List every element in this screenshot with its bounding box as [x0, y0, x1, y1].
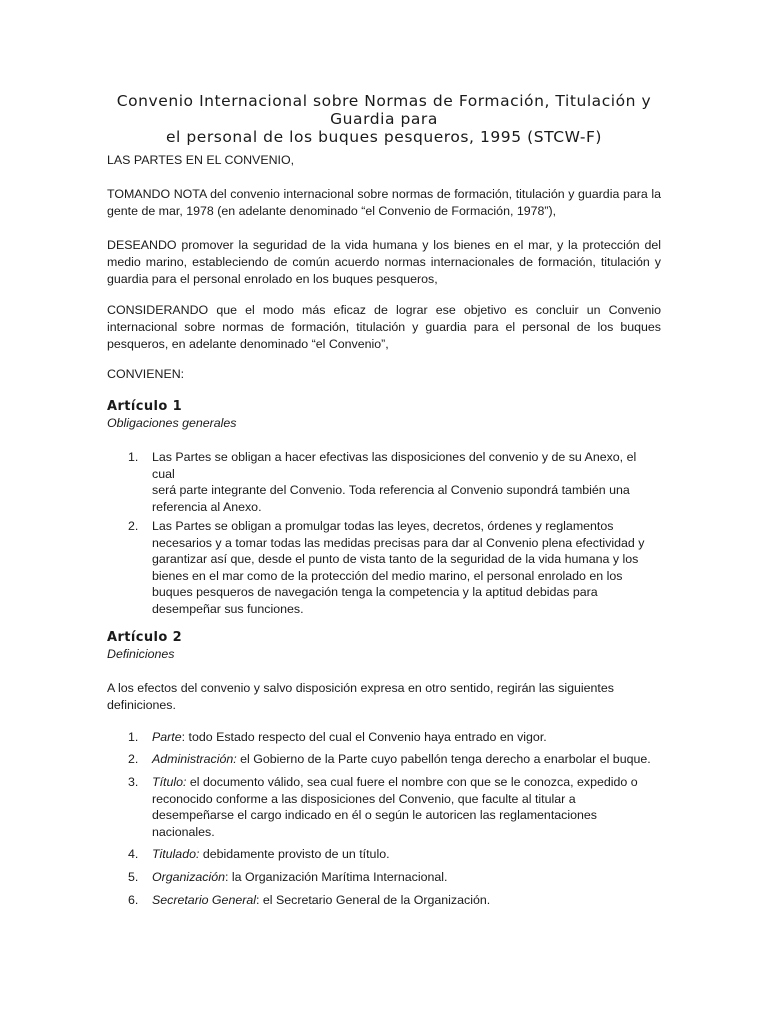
text-line: desempeñarse el cargo indicado en él o según le autoricen las reglamentaciones	[152, 808, 597, 822]
list-item-number: 3.	[128, 775, 139, 789]
text-line: Las Partes se obligan a promulgar todas las leyes, decretos, órdenes y reglamentos	[152, 519, 614, 533]
text-line: reconocido conforme a las disposiciones del Convenio, que faculte al titular a	[152, 791, 576, 806]
list-item-text	[152, 518, 660, 617]
text-line: necesarios y a tomar todas las medidas precisas para dar al Convenio plena efectividad y	[152, 535, 645, 550]
list-item-text	[152, 869, 660, 886]
definition-term: Administración:	[152, 752, 237, 766]
definition-text: debidamente provisto de un título.	[199, 847, 390, 861]
definition-term: Título:	[152, 775, 187, 789]
definition-term: Organización	[152, 870, 226, 884]
text-line	[152, 774, 660, 791]
article-1-heading: Artículo 1	[107, 399, 183, 414]
text-line: Las Partes se obligan a hacer efectivas las disposiciones del convenio y de su Anexo, el cual	[152, 450, 637, 481]
article-2-intro	[107, 680, 661, 714]
text-line: desempeñar sus funciones.	[152, 601, 304, 616]
document-title	[90, 92, 678, 146]
list-item-number: 1.	[128, 730, 139, 744]
article-1-subheading: Obligaciones generales	[107, 416, 237, 430]
text-line: nacionales.	[152, 824, 215, 839]
list-item-text	[152, 449, 660, 515]
definition-text: : la Organización Marítima Internacional.	[225, 870, 448, 884]
article-2-heading: Artículo 2	[107, 630, 183, 645]
list-item-number: 2.	[128, 519, 139, 533]
text-line: A los efectos del convenio y salvo disposición expresa en otro sentido, regirán las siguientes	[107, 681, 614, 695]
definition-text: el Gobierno de la Parte cuyo pabellón tenga derecho a enarbolar el buque.	[236, 752, 651, 766]
definition-text: : el Secretario General de la Organización.	[256, 893, 491, 907]
list-item-text	[152, 892, 660, 909]
list-item-number: 6.	[128, 893, 139, 907]
title-line-1: Convenio Internacional sobre Normas de Formación, Titulación y Guardia para	[116, 92, 652, 128]
list-item-number: 1.	[128, 450, 139, 464]
definition-text: : todo Estado respecto del cual el Convenio haya entrado en vigor.	[181, 730, 547, 744]
text-line: será parte integrante del Convenio. Toda referencia al Convenio supondrá también una	[152, 483, 630, 497]
text-line: referencia al Anexo.	[152, 499, 262, 514]
preamble-deseando: DESEANDO promover la seguridad de la vida humana y los bienes en el mar, y la protección del medio marino, estableciendo de común acuerdo normas internacionales de formación, titulación y guardia para el personal enrolado en los buques pesqueros,	[107, 238, 661, 286]
preamble-considerando: CONSIDERANDO que el modo más eficaz de lograr ese objetivo es concluir un Convenio internacional sobre normas de formación, titulación y guardia para el personal de los buques pesqueros, en adelante denominado “el Convenio”,	[107, 303, 661, 351]
text-line: buques pesqueros de navegación tenga la competencia y la aptitud debidas para	[152, 585, 598, 599]
article-2-subheading: Definiciones	[107, 647, 175, 661]
preamble-convienen: CONVIENEN:	[107, 367, 185, 381]
list-item-text	[152, 729, 660, 746]
preamble-parties: LAS PARTES EN EL CONVENIO,	[107, 153, 295, 167]
definition-term: Secretario General	[152, 893, 256, 907]
definition-text: el documento válido, sea cual fuere el nombre con que se le conozca, expedido o	[186, 775, 638, 789]
text-line: garantizar así que, desde el punto de vista tanto de la seguridad de la vida humana y los	[152, 552, 639, 566]
list-item-text	[152, 846, 660, 863]
list-item-number: 5.	[128, 870, 139, 884]
list-item-text	[152, 774, 660, 840]
definition-term: Titulado:	[152, 847, 200, 861]
list-item-number: 2.	[128, 752, 139, 766]
preamble-tomando-nota: TOMANDO NOTA del convenio internacional sobre normas de formación, titulación y guardia para la gente de mar, 1978 (en adelante denominado “el Convenio de Formación, 1978”),	[107, 187, 661, 218]
definition-term: Parte	[152, 730, 182, 744]
list-item-text	[152, 751, 660, 768]
list-item-number: 4.	[128, 847, 139, 861]
title-line-2: el personal de los buques pesqueros, 1995 (STCW-F)	[165, 128, 603, 146]
text-line: definiciones.	[107, 698, 176, 712]
text-line: bienes en el mar como de la protección del medio marino, el personal enrolado en los	[152, 568, 623, 583]
